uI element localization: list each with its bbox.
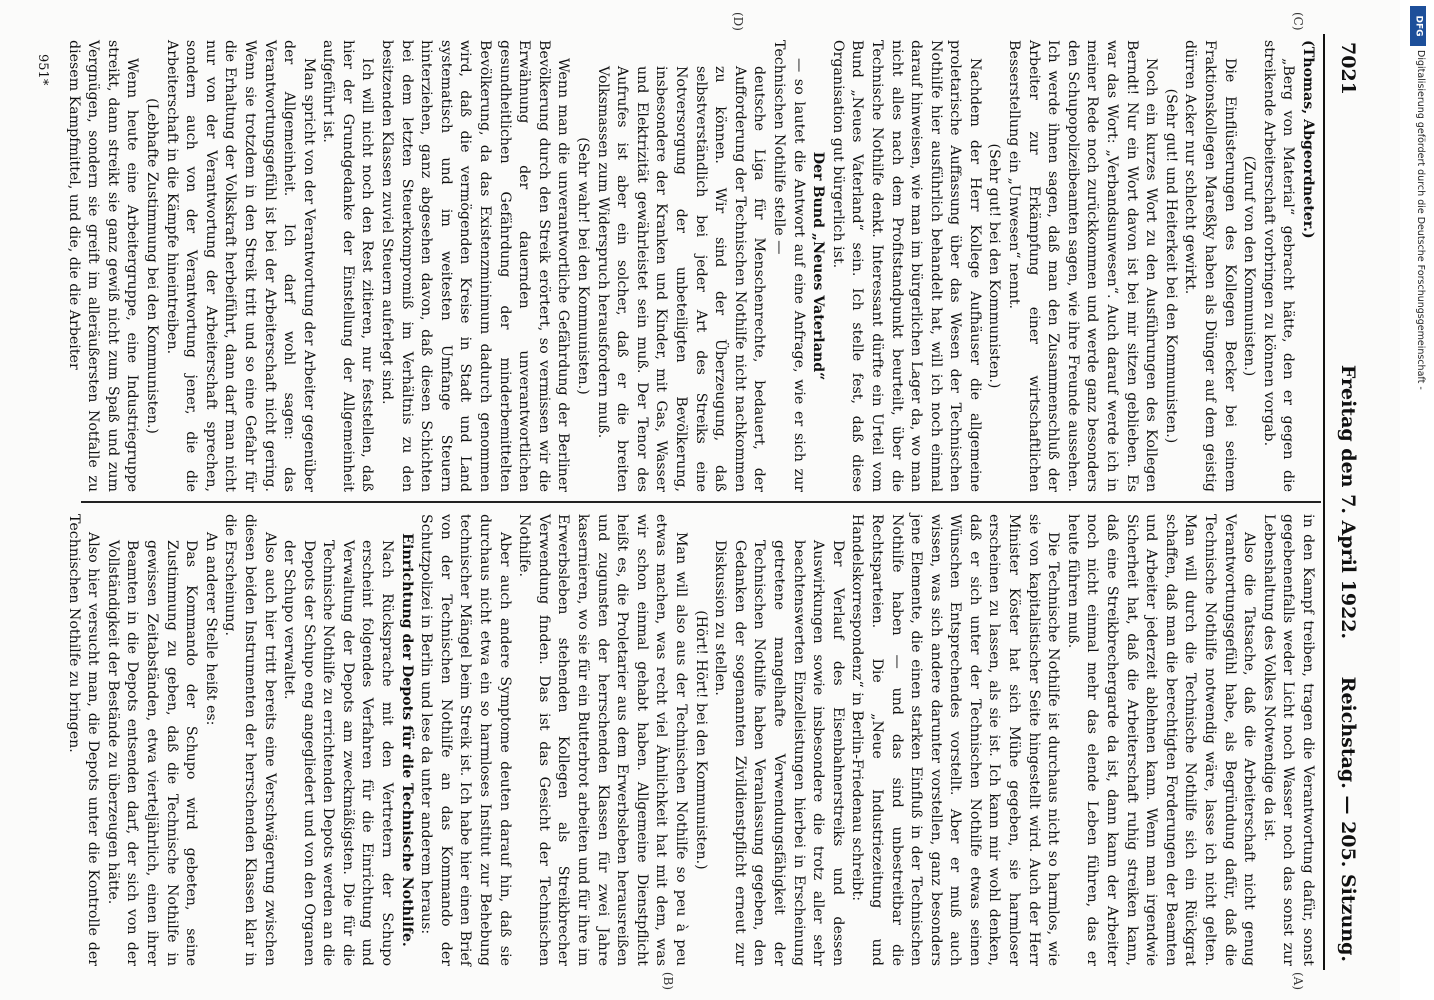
paragraph: Ich will nicht noch den Rest zitieren, nur feststellen, daß hier der Grundgedanke der Einstellung der Allgemeinheit aufgeführt ist. [320,40,376,492]
paragraph: deutsche Liga für Menschenrechte, bedauert, der Aufforderung der Technischen Nothilfe nicht nachkommen zu können. Wir sind der Überzeugung, daß selbstverständlich bei jeder Art des Streiks eine Notversorgung der unbeteiligten Bevölkerung, insbesondere der Kranken und Kinder, mit Gas, Wasser und Elektrizität gewährleistet sein muß. Der Tenor des Aufrufes ist aber ein solcher, daß er die breiten Volksmassen zum Widerspruch herausfordern muß. [594,66,768,492]
header-date: Freitag den 7. April 1922. [1337,364,1359,640]
margin-marker-a: (A) [1291,971,1305,990]
right-column [65,514,1317,966]
paragraph: Wenn man die unverantwortliche Gefährdung der Berliner Bevölkerung durch den Streik erörtert, so vermissen wir die Erwähnung der dauernden unverantwortlichen gesundheitlichen Gefährdung der minderbemittelten Bevölkerung, da das Existenzminimum dadurch genommen wird, daß die vermögenden Kreise in Stadt und Land systematisch und im weitesten Umfange Steuern hinterziehen, ganz abgesehen davon, daß diesen Schichten bei dem letzten Steuerkompromiß im Verhältnis zu den besitzenden Klassen zuviel Steuern auferlegt sind. [379,40,572,492]
paragraph: Also hier versucht man, die Depots unter die Kontrolle der Technischen Nothilfe zu bringen. [65,514,102,966]
margin-marker-b: (B) [661,971,675,990]
paragraph: (Thomas, Abgeordneter.) [1300,40,1316,239]
paragraph: Nachdem der Herr Kollege Aufhäuser die allgemeine proletarische Auffassung über das Wesen der Technischen Nothilfe hier ausführlich behandelt hat, will ich noch einmal darauf hinweisen, wie man im bürgerlichen Lager da, wo man nicht alles nach dem Profitstandpunkt beurteilt, über die Technische Nothilfe denkt. Interessant dürfte ein Urteil vom Bund „Neues Vaterland“ sein. Ich stelle fest, daß diese Organisation gut bürgerlich ist. [829,40,983,492]
paragraph: Wenn heute eine Arbeitergruppe, eine Industriegruppe streikt, dann streikt sie ganz gewiß nicht zum Spaß und zum Vergnügen, sondern sie greift im alleräußersten Notfalle zu diesem Kampfmittel, und die, die die Arbeiter [65,40,141,492]
paragraph: Man will also aus der Technischen Nothilfe so peu à peu etwas machen, was recht viel Ähnlichkeit hat mit dem, was wir schon einmal gehabt haben. Allgemeine Dienstpflicht heißt es, die Proletarier aus dem Erwerbsleben herausreißen und zugunsten der herrschenden Klassen für zwei Jahre kasernieren, wo sie für ein Butterbrot arbeiten und für ihre im Erwerbsleben stehenden Kollegen als Streikbrecher Verwendung finden. Das ist das Gesicht der Technischen Nothilfe. [516,514,689,966]
running-header [1323,34,1365,970]
paragraph: Also auch hier tritt bereits eine Verschwägerung zwischen diesen beiden Instrumenten der herrschenden Klassen klar in die Erscheinung. [222,514,278,966]
paragraph: An anderer Stelle heißt es: [202,532,219,726]
dfg-logo: DFG [1410,6,1426,46]
rotated-page-content [35,12,1365,990]
paragraph: Aber auch andere Symptome deuten darauf hin, daß sie durchaus nicht etwa ein so harmloses Institut zur Behebung technischer Mängel beim Streik ist. Ich habe hier einen Brief von der Technischen Nothilfe an das Kommando der Schutzpolizei in Berlin und lese da unter anderem heraus: [418,514,513,966]
digitization-sidebar [1400,0,1434,1000]
margin-marker-d: (D) [731,12,745,31]
paragraph: Der Verlauf des Eisenbahnerstreiks und dessen Auswirkungen sowie insbesondere die trotz aller sehr beachtenswerten Einzelleistungen hierbei in Erscheinung getretene mangelhafte Verwendungsfähigkeit der Technischen Nothilfe haben Veranlassung gegeben, den Gedanken der sogenannten Zivildienstpflicht erneut zur Diskussion zu stellen. [712,540,846,966]
signature-mark: 951* [35,54,50,86]
paragraph: Man spricht von der Verantwortung der Arbeiter gegenüber der Allgemeinheit. Ich darf wohl sagen: das Verantwortungsgefühl ist bei der Arbeiterschaft nicht gering. Wenn sie trotzdem in den Streik tritt und so eine Gefahr für die Erhaltung der Volkskraft herbeiführt, dann darf man nicht nur von der Verantwortung der Arbeiterschaft sprechen, sondern auch von der Verantwortung jener, die die Arbeiterschaft in die Kämpfe hineintreiben. [163,40,317,492]
paragraph: Also die Tatsache, daß die Arbeiterschaft nicht genug Verantwortungsgefühl habe, als Begründung dafür, daß die Technische Nothilfe notwendig wäre, lasse ich nicht gelten. Man will durch die Technische Nothilfe sich ein Rückgrat schaffen, daß man die berechtigten Forderungen der Beamten und Arbeiter jederzeit ablehnen kann. Wenn man irgendwie Sicherheit hat, daß die Arbeiterschaft ruhig streiken kann, daß eine Streikbrechergarde da ist, dann kann der Arbeiter noch nicht einmal mehr das elende Leben führen, das er heute führen muß. [1064,514,1258,966]
paragraph: Noch ein kurzes Wort zu den Ausführungen des Kollegen Berndt! Nur ein Wort davon ist bei mir sitzen geblieben. Es war das Wort: „Verbandsunwesen“. Auch darauf werde ich in meiner Rede noch zurückkommen und werde ganz besonders den Schupopolizeibeamten sagen, wie ihre Freunde aussehen. Ich werde ihnen sagen, daß man den Zusammenschluß der Arbeiter zur Erkämpfung einer wirtschaftlichen Besserstellung ein „Unwesen“ nennt. [1006,40,1160,492]
page-number: 7021 [1337,42,1359,95]
paragraph: Das Kommando der Schupo wird gebeten, seine Zustimmung zu geben, daß die Technische Nothilfe in gewissen Zeitabständen, etwa vierteljährlich, einen ihrer Beamten in die Depots entsenden darf, der sich von der Vollständigkeit der Bestände zu überzeugen hätte. [104,540,200,966]
paragraph: — so lautet die Antwort auf eine Anfrage, wie er sich zur Technischen Nothilfe stelle — [770,40,807,492]
paragraph: Die Einflüsterungen des Kollegen Becker bei seinem Fraktionskollegen Mareßky haben als Dünger auf dem geistig dürren Acker nur schlecht gewirkt. [1182,40,1238,492]
paragraph: Einrichtung der Depots für die Technische Nothilfe. [398,533,415,947]
margin-marker-c: (C) [1291,12,1305,31]
paragraph: (Hört! Hört! bei den Kommunisten.) [692,610,709,870]
paragraph: Nach Rücksprache mit den Vertretern der Schupo erscheint folgendes Verfahren für die Einrichtung und Verwaltung der Depots am zweckmäßigsten. Die für die Technische Nothilfe zu errichtenden Depots werden an die Depots der Schupo eng angegliedert und von den Organen der Schupo verwaltet. [281,540,396,966]
paragraph: (Sehr wahr! bei den Kommunisten.) [575,137,592,395]
paragraph: Die Technische Nothilfe ist durchaus nicht so harmlos, wie sie von kapitalistischer Seite hingestellt wird. Auch der Herr Minister Köster hat sich Mühe gegeben, sie harmloser erscheinen zu lassen, als sie ist. Ich kann mir wohl denken, daß er sich unter der Technischen Nothilfe etwas seinen Wünschen Entsprechendes vorstellt. Aber er muß auch wissen, was sich andere darunter vorstellen, ganz besonders jene Elemente, die einen starken Einfluß in der Technischen Nothilfe haben — und das sind unbestreitbar die Rechtsparteien. Die „Neue Industriezeitung und Handelskorrespondenz“ in Berlin-Friedenau schreibt: [849,514,1062,966]
paragraph: (Sehr gut! und Heiterkeit bei den Kommunisten.) [1162,88,1179,444]
paragraph: in den Kampf treiben, tragen die Verantwortung dafür, sonst gegebenenfalls weder Licht noch Wasser noch das sonst zur Lebenshaltung des Volkes Notwendige da ist. [1260,514,1316,966]
paragraph: (Sehr gut! bei den Kommunisten.) [986,143,1003,389]
header-left: Reichstag. — 205. Sitzung. [1337,676,1359,962]
left-column [65,40,1317,492]
paragraph: „Berg von Material“ gebracht hätte, den er gegen die streikende Arbeiterschaft vorbringen zu können vorgab. [1260,40,1297,492]
digitization-notice: Digitalisierung gefördert durch die Deutsche Forschungsgemeinschaft - [1415,50,1426,390]
paragraph: Der Bund „Neues Vaterland“ [810,151,827,381]
paragraph: (Zuruf von den Kommunisten.) [1241,155,1258,377]
paragraph: (Lebhafte Zustimmung bei den Kommunisten.) [143,98,160,434]
column-divider [81,501,1321,503]
